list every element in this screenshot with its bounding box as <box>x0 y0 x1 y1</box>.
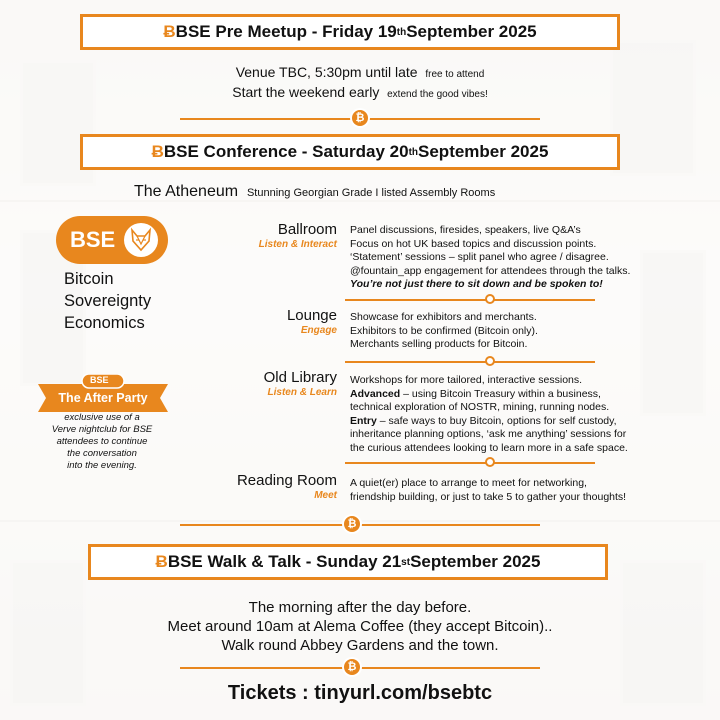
room-reading-room: Reading Room Meet <box>236 472 337 501</box>
pre-meetup-line1: Venue TBC, 5:30pm until late free to attend <box>235 64 485 80</box>
venue-line: The Atheneum Stunning Georgian Grade I listed Assembly Rooms <box>134 183 496 200</box>
lounge-description: Showcase for exhibitors and merchants. Exhibitors to be confirmed (Bitcoin only). Merchants selling products for Bitcoin. <box>350 311 538 350</box>
wolf-icon <box>124 223 158 257</box>
old-library-description: Workshops for more tailored, interactive sessions. Advanced – using Bitcoin Treasury within a business, technical exploration of NOSTR, mining, running nodes. Entry – safe ways to buy Bitcoin, options for self custody, inheritance planning options, ‘ask me anything’ sessions for the curious attendees looking to learn more in a safe space. <box>350 374 628 454</box>
pre-meetup-line2: Start the weekend early extend the good vibes! <box>232 84 488 100</box>
divider <box>345 361 595 363</box>
bitcoin-coin-icon: ₿ <box>344 516 360 532</box>
walk-talk-banner: Ƀ BSE Walk & Talk - Sunday 21 st September 2025 <box>88 544 608 580</box>
tickets-link[interactable]: Tickets : tinyurl.com/bsebtc <box>227 682 493 704</box>
divider-dot <box>485 294 495 304</box>
reading-room-description: A quiet(er) place to arrange to meet for networking, friendship building, or just to take 5 to gather your thoughts! <box>350 477 627 503</box>
divider <box>180 524 540 526</box>
after-party-badge: BSE The After Party <box>38 374 168 410</box>
logo-wordmark: Bitcoin Sovereignty Economics <box>64 270 152 332</box>
walk-talk-details: The morning after the day before. Meet around 10am at Alema Coffee (they accept Bitcoin).. Walk round Abbey Gardens and the town. <box>167 599 553 654</box>
room-old-library: Old Library Listen & Learn <box>263 369 337 398</box>
after-party-description: exclusive use of a Verve nightclub for BSE attendees to continue the conversation into the evening. <box>51 412 153 471</box>
room-ballroom: Ballroom Listen & Interact <box>258 221 337 250</box>
bitcoin-b-icon: Ƀ <box>155 552 168 571</box>
divider <box>180 667 540 669</box>
bitcoin-b-icon: Ƀ <box>151 142 164 161</box>
bse-logo: BSE <box>56 216 168 264</box>
conference-banner: Ƀ BSE Conference - Saturday 20 th September 2025 <box>80 134 620 170</box>
divider-dot <box>485 356 495 366</box>
divider <box>345 299 595 301</box>
ballroom-description: Panel discussions, firesides, speakers, live Q&A’s Focus on hot UK based topics and discussion points. ‘Statement’ sessions – split panel who agree / disagree. @fountain_app engagement for attendees through the talks. You’re not just there to sit down and be spoken to! <box>350 224 631 290</box>
room-lounge: Lounge Engage <box>286 307 337 336</box>
bitcoin-coin-icon: ₿ <box>344 659 360 675</box>
bitcoin-b-icon: Ƀ <box>163 22 176 41</box>
divider <box>345 462 595 464</box>
pre-meetup-banner: Ƀ BSE Pre Meetup - Friday 19 th September 2025 <box>80 14 620 50</box>
divider-dot <box>485 457 495 467</box>
bitcoin-coin-icon: ₿ <box>352 110 368 126</box>
